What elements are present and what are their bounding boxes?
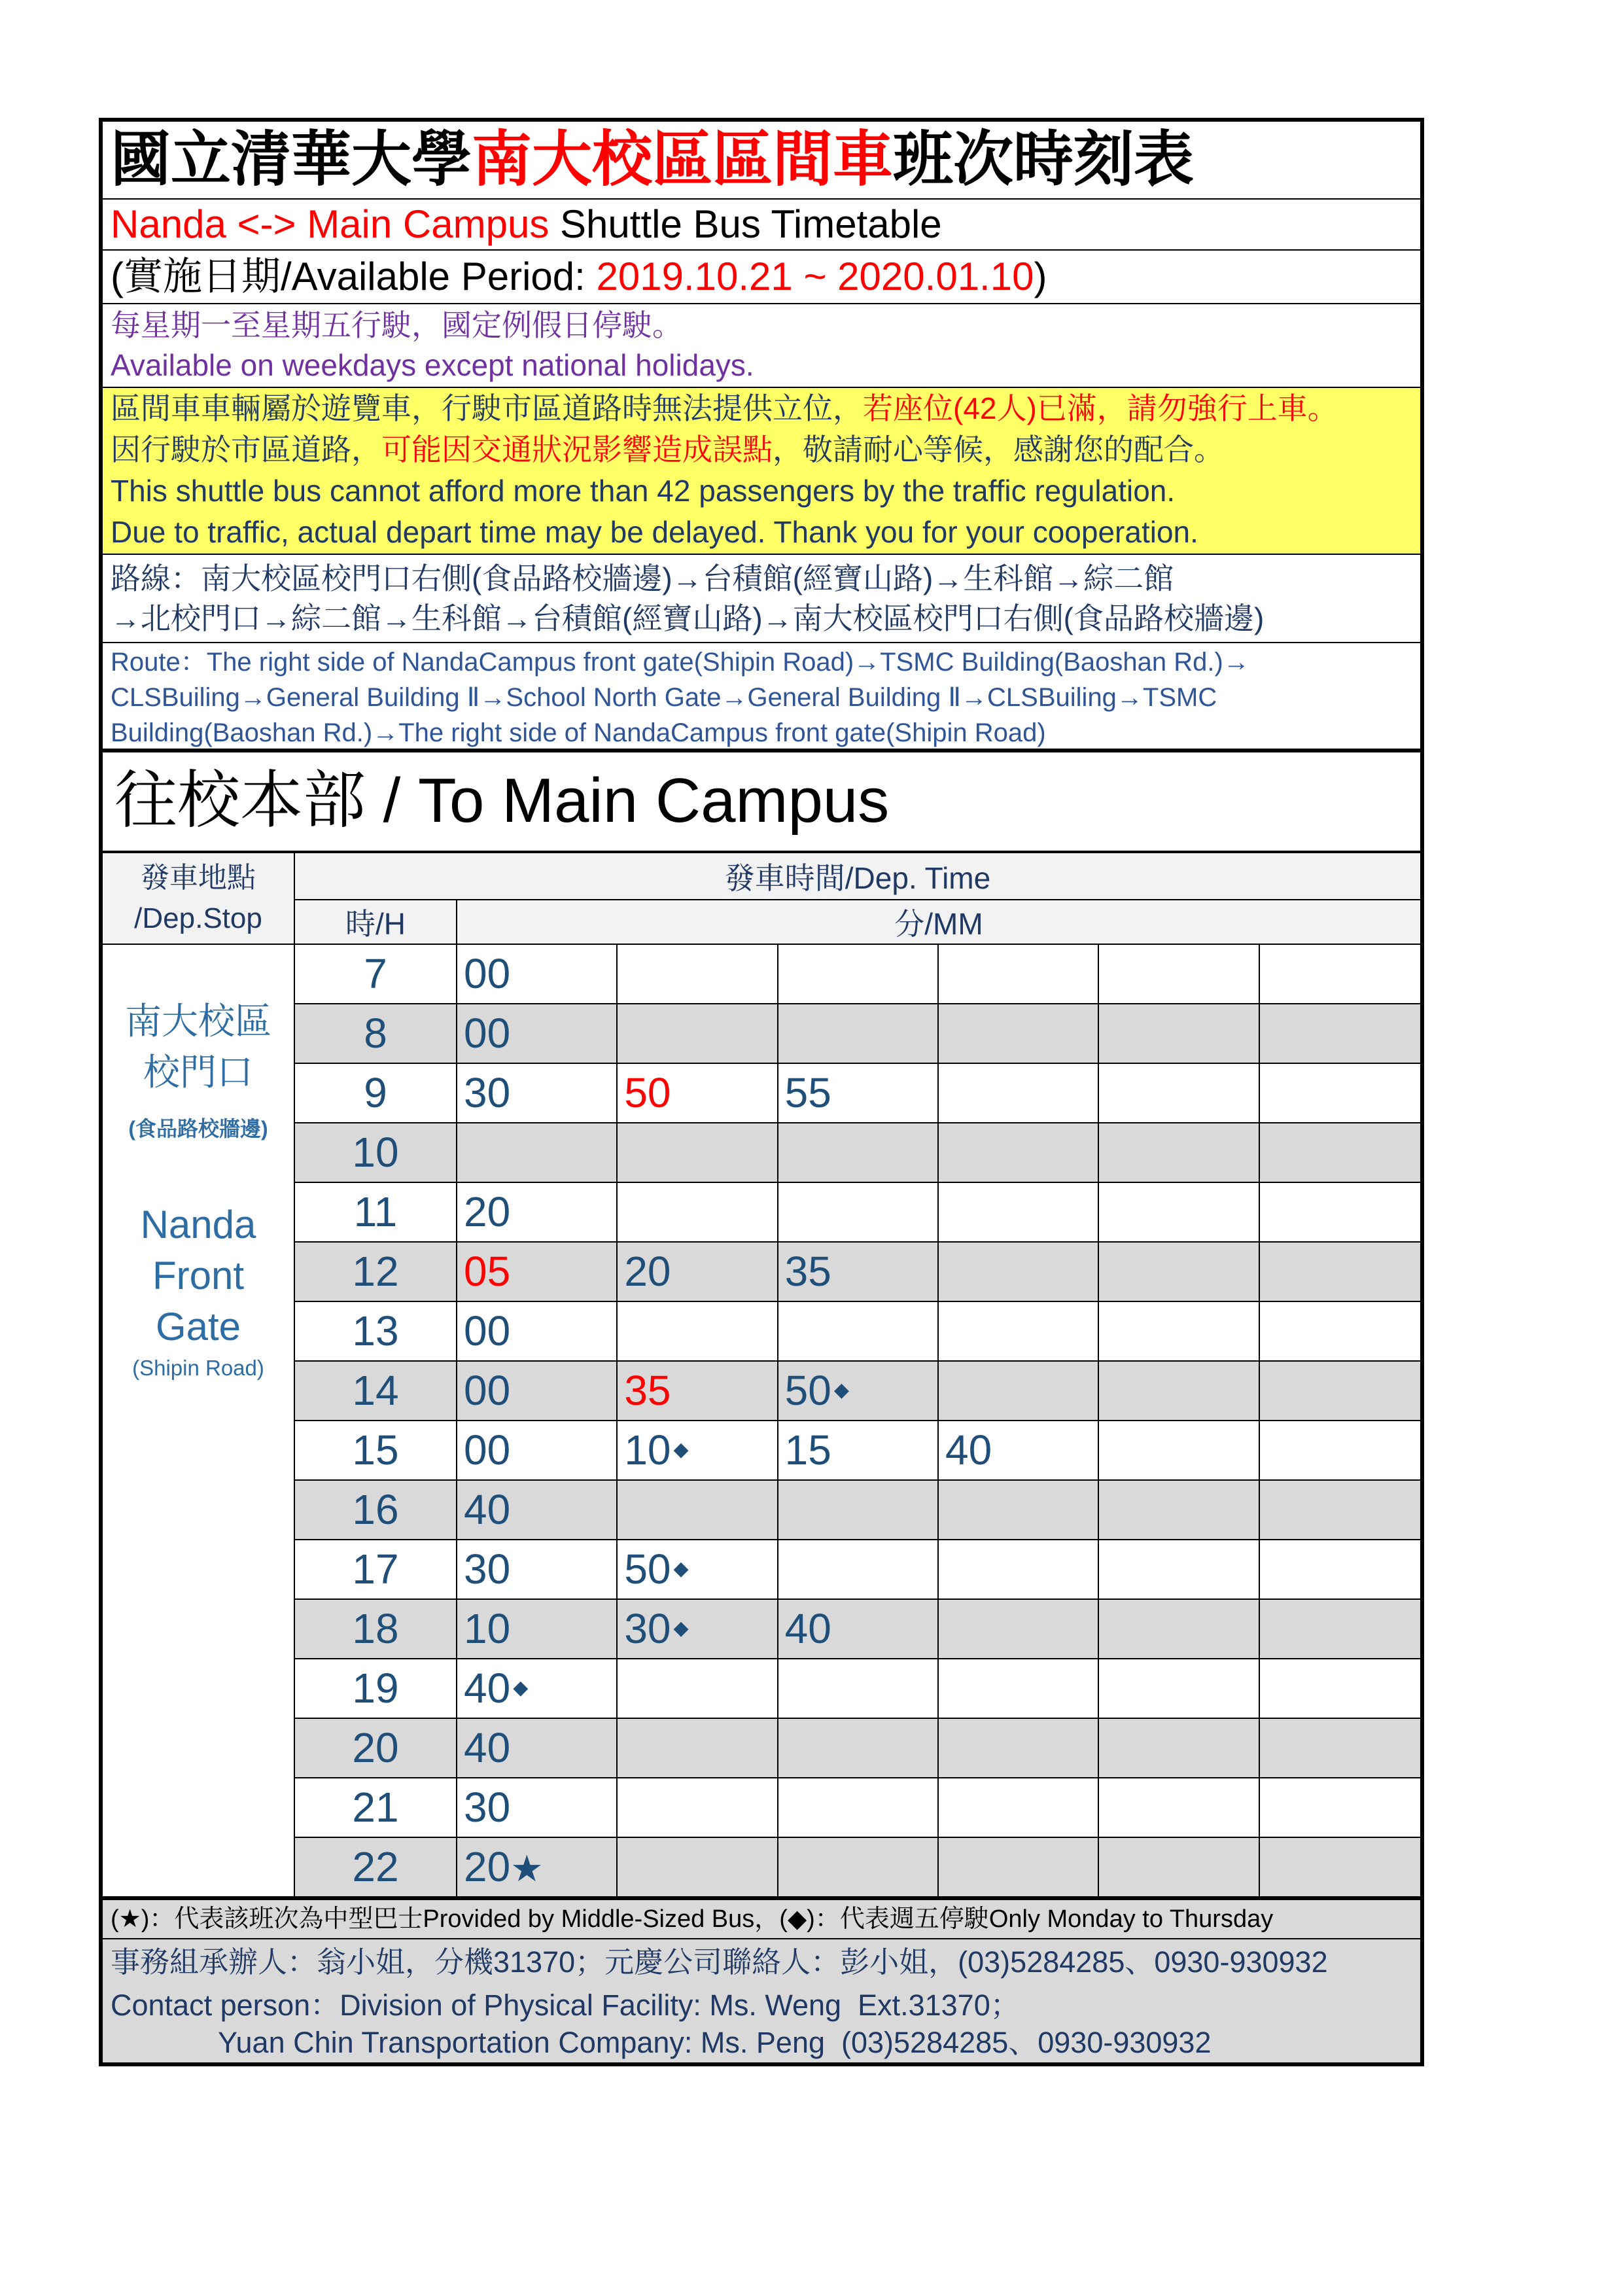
departure-minute: 20 <box>624 1248 671 1295</box>
departure-minute: 40 <box>464 1486 511 1533</box>
route-zh-line: 路線：南大校區校門口右側(食品路校牆邊)→台積館(經寶山路)→生科館→綜二館 <box>111 561 1174 595</box>
hour-cell: 17 <box>295 1540 457 1600</box>
minute-cell <box>778 1243 939 1302</box>
minute-cell <box>1260 1004 1420 1064</box>
minute-cell <box>939 1302 1099 1362</box>
minute-cell <box>618 1778 778 1838</box>
departure-minute: 10 <box>464 1605 511 1652</box>
hour-cell: 16 <box>295 1481 457 1540</box>
diamond-icon: ◆ <box>833 1379 849 1401</box>
stop-name-en: Front <box>152 1254 245 1298</box>
header-stop-en: /Dep.Stop <box>134 902 262 934</box>
minute-cell <box>939 1243 1099 1302</box>
hour-cell: 11 <box>295 1183 457 1243</box>
stop-name-en: Nanda <box>140 1203 256 1246</box>
departure-minute: 05 <box>464 1248 511 1295</box>
minute-cell <box>618 1004 778 1064</box>
departure-minute: 30 <box>624 1605 671 1652</box>
minute-cell <box>778 1719 939 1778</box>
stop-name-zh: 南大校區 <box>125 1000 271 1042</box>
minute-cell <box>618 1540 778 1600</box>
minute-cell <box>1099 1243 1259 1302</box>
notice-line-1-text: 區間車車輛屬於遊覽車，行駛市區道路時無法提供立位， <box>111 391 863 425</box>
departure-minute: 40 <box>464 1665 511 1712</box>
minute-cell <box>1099 1183 1259 1243</box>
minute-cell <box>457 1243 618 1302</box>
minute-cell <box>778 1183 939 1243</box>
header-hour: 時/H <box>295 900 457 945</box>
minute-cell <box>618 1064 778 1123</box>
minute-cell <box>939 945 1099 1004</box>
minute-cell <box>1260 1302 1420 1362</box>
minute-cell <box>1260 1600 1420 1659</box>
hour-cell: 18 <box>295 1600 457 1659</box>
minute-cell <box>457 1481 618 1540</box>
minute-cell <box>1099 1481 1259 1540</box>
hour-cell: 20 <box>295 1719 457 1778</box>
legend-note: (★)：代表該班次為中型巴士Provided by Middle-Sized Bus，(◆)：代表週五停駛Only Monday to Thursday <box>103 1898 1420 1939</box>
subtitle-route: Nanda <-> Main Campus <box>111 202 550 246</box>
minute-cell <box>1260 1183 1420 1243</box>
minute-cell <box>778 1123 939 1183</box>
minute-cell <box>939 1421 1099 1481</box>
departure-minute: 00 <box>464 950 511 997</box>
direction-heading: 往校本部 / To Main Campus <box>103 752 1420 853</box>
minute-cell <box>1260 1243 1420 1302</box>
schedule-note-zh: 每星期一至星期五行駛，國定例假日停駛。 <box>111 308 682 342</box>
minute-cell <box>939 1362 1099 1421</box>
notice-line-2 <box>111 429 1420 470</box>
page-title <box>103 122 1420 200</box>
schedule-note-en: Available on weekdays except national holidays. <box>111 348 754 382</box>
departure-minute: 40 <box>945 1426 992 1474</box>
departure-minute: 00 <box>464 1426 511 1474</box>
period-label: (實施日期/Available Period: <box>111 255 597 298</box>
passenger-notice <box>103 388 1420 555</box>
notice-line-4: Due to traffic, actual depart time may be delayed. Thank you for your cooperation. <box>111 515 1198 549</box>
available-period <box>103 251 1420 304</box>
diamond-icon: ◆ <box>513 1676 529 1699</box>
minute-cell <box>618 945 778 1004</box>
notice-line-1-warning: 若座位(42人)已滿，請勿強行上車。 <box>863 391 1338 425</box>
timetable-body <box>103 945 1420 1898</box>
subtitle-text: Shuttle Bus Timetable <box>549 202 942 246</box>
departure-minute: 30 <box>464 1069 511 1116</box>
minute-cell <box>778 1838 939 1898</box>
minute-cell <box>1099 1778 1259 1838</box>
minute-cell <box>939 1600 1099 1659</box>
minute-cell <box>778 1540 939 1600</box>
minute-cell <box>778 1362 939 1421</box>
header-departure-stop <box>103 853 295 945</box>
minute-cell <box>778 1481 939 1540</box>
departure-minute: 00 <box>464 1367 511 1414</box>
minute-cell <box>939 1838 1099 1898</box>
hour-cell: 19 <box>295 1659 457 1719</box>
contact-zh: 事務組承辦人：翁小姐，分機31370；元慶公司聯絡人：彭小姐，(03)5284285、0930-930932 <box>103 1939 1420 1987</box>
subtitle <box>103 200 1420 251</box>
hour-cell: 22 <box>295 1838 457 1898</box>
route-zh <box>103 555 1420 643</box>
minute-cell <box>778 1004 939 1064</box>
route-en <box>103 643 1420 752</box>
departure-minute: 15 <box>784 1426 831 1474</box>
route-zh-line: →北校門口→綜二館→生科館→台積館(經寶山路)→南大校區校門口右側(食品路校牆邊) <box>111 601 1265 635</box>
departure-stop-cell <box>103 945 295 1898</box>
minute-cell <box>457 1004 618 1064</box>
minute-cell <box>618 1243 778 1302</box>
minute-cell <box>1260 1421 1420 1481</box>
title-prefix: 國立清華大學 <box>111 126 472 193</box>
minute-cell <box>939 1481 1099 1540</box>
schedule-note <box>103 304 1420 388</box>
notice-line-2-after: ，敬請耐心等候，感謝您的配合。 <box>773 433 1224 467</box>
minute-cell <box>1260 1362 1420 1421</box>
minute-cell <box>618 1659 778 1719</box>
minute-cell <box>457 1123 618 1183</box>
minute-cell <box>457 1064 618 1123</box>
period-close: ) <box>1034 255 1047 298</box>
minute-cell <box>1099 1362 1259 1421</box>
minute-cell <box>618 1838 778 1898</box>
departure-minute: 00 <box>464 1307 511 1354</box>
minute-cell <box>1099 1123 1259 1183</box>
route-en-line: Route：The right side of NandaCampus front gate(Shipin Road)→TSMC Building(Baoshan Rd.)→ <box>111 648 1249 677</box>
minute-cell <box>618 1421 778 1481</box>
departure-minute: 50 <box>784 1367 831 1414</box>
minute-cell <box>778 1778 939 1838</box>
minute-cell <box>939 1659 1099 1719</box>
hour-cell: 21 <box>295 1778 457 1838</box>
minute-cell <box>618 1183 778 1243</box>
departure-minute: 35 <box>784 1248 831 1295</box>
minute-cell <box>457 1421 618 1481</box>
minute-cell <box>939 1123 1099 1183</box>
minute-cell <box>778 1064 939 1123</box>
contact-en-line: Contact person：Division of Physical Facility: Ms. Weng Ext.31370； <box>111 1988 1020 2022</box>
diamond-icon: ◆ <box>673 1617 689 1639</box>
minute-cell <box>1099 1719 1259 1778</box>
hour-cell: 15 <box>295 1421 457 1481</box>
hour-cell: 14 <box>295 1362 457 1421</box>
minute-cell <box>457 945 618 1004</box>
departure-minute: 30 <box>464 1545 511 1593</box>
minute-cell <box>618 1719 778 1778</box>
hour-cell: 8 <box>295 1004 457 1064</box>
minute-cell <box>457 1362 618 1421</box>
hour-cell: 10 <box>295 1123 457 1183</box>
departure-minute: 20 <box>464 1843 511 1890</box>
minute-cell <box>1260 1719 1420 1778</box>
minute-cell <box>618 1123 778 1183</box>
minute-cell <box>1260 1064 1420 1123</box>
diamond-icon: ◆ <box>673 1557 689 1580</box>
minute-cell <box>778 1600 939 1659</box>
minute-cell <box>457 1659 618 1719</box>
minute-cell <box>939 1183 1099 1243</box>
minute-cell <box>939 1064 1099 1123</box>
hour-cell: 7 <box>295 945 457 1004</box>
minute-cell <box>1099 1004 1259 1064</box>
departure-minute: 55 <box>784 1069 831 1116</box>
route-en-line: CLSBuiling→General Building Ⅱ→School North Gate→General Building Ⅱ→CLSBuiling→TSMC <box>111 683 1217 712</box>
departure-minute: 10 <box>624 1426 671 1474</box>
timetable-sheet <box>99 118 1424 2066</box>
minute-cell <box>939 1004 1099 1064</box>
minute-cell <box>1260 1123 1420 1183</box>
stop-note-en: (Shipin Road) <box>132 1356 264 1380</box>
minute-cell <box>1099 1302 1259 1362</box>
minute-cell <box>1099 1421 1259 1481</box>
minute-cell <box>1260 1778 1420 1838</box>
departure-minute: 30 <box>464 1784 511 1831</box>
minute-cell <box>618 1481 778 1540</box>
minute-cell <box>1099 1838 1259 1898</box>
contact-en <box>103 1987 1420 2062</box>
minute-cell <box>457 1183 618 1243</box>
minute-cell <box>1099 1064 1259 1123</box>
minute-cell <box>778 1659 939 1719</box>
minute-cell <box>1260 1659 1420 1719</box>
departure-minute: 00 <box>464 1010 511 1057</box>
minute-cell <box>457 1600 618 1659</box>
stop-name-en: Gate <box>155 1305 241 1349</box>
notice-line-2-before: 因行駛於市區道路， <box>111 433 381 467</box>
hour-cell: 9 <box>295 1064 457 1123</box>
contact-en-line: Yuan Chin Transportation Company: Ms. Peng (03)5284285、0930-930932 <box>218 2026 1212 2059</box>
minute-cell <box>1099 945 1259 1004</box>
departure-minute: 35 <box>624 1367 671 1414</box>
minute-cell <box>457 1302 618 1362</box>
minute-cell <box>1260 1838 1420 1898</box>
header-departure-time: 發車時間/Dep. Time <box>295 853 1420 900</box>
title-suffix: 班次時刻表 <box>893 126 1195 193</box>
departure-minute: 50 <box>624 1069 671 1116</box>
minute-cell <box>457 1838 618 1898</box>
stop-note-zh: (食品路校牆邊) <box>128 1117 268 1140</box>
minute-cell <box>1099 1600 1259 1659</box>
minute-cell <box>939 1540 1099 1600</box>
minute-cell <box>1260 1540 1420 1600</box>
title-highlight: 南大校區區間車 <box>472 126 894 193</box>
header-stop-zh: 發車地點 <box>141 862 256 894</box>
minute-cell <box>618 1302 778 1362</box>
minute-cell <box>1099 1659 1259 1719</box>
diamond-icon: ◆ <box>673 1438 689 1460</box>
minute-cell <box>457 1778 618 1838</box>
minute-cell <box>457 1540 618 1600</box>
timetable-header <box>103 853 1420 945</box>
minute-cell <box>1260 945 1420 1004</box>
notice-line-2-warning: 可能因交通狀況影響造成誤點 <box>381 433 773 467</box>
minute-cell <box>618 1600 778 1659</box>
star-icon: ★ <box>510 1848 544 1889</box>
notice-line-1 <box>111 388 1420 429</box>
hour-cell: 12 <box>295 1243 457 1302</box>
stop-name-zh: 校門口 <box>143 1051 253 1093</box>
hour-cell: 13 <box>295 1302 457 1362</box>
period-dates: 2019.10.21 ~ 2020.01.10 <box>596 255 1034 298</box>
route-en-line: Building(Baoshan Rd.)→The right side of NandaCampus front gate(Shipin Road) <box>111 718 1046 747</box>
header-minute: 分/MM <box>457 900 1420 945</box>
minute-cell <box>618 1362 778 1421</box>
minute-cell <box>778 1421 939 1481</box>
minute-cell <box>778 945 939 1004</box>
notice-line-3: This shuttle bus cannot afford more than 42 passengers by the traffic regulation. <box>111 474 1176 508</box>
departure-minute: 20 <box>464 1188 511 1235</box>
minute-cell <box>939 1778 1099 1838</box>
minute-cell <box>457 1719 618 1778</box>
minute-cell <box>1260 1481 1420 1540</box>
departure-minute: 40 <box>784 1605 831 1652</box>
minute-cell <box>939 1719 1099 1778</box>
minute-cell <box>778 1302 939 1362</box>
departure-minute: 50 <box>624 1545 671 1593</box>
minute-cell <box>1099 1540 1259 1600</box>
departure-minute: 40 <box>464 1724 511 1771</box>
